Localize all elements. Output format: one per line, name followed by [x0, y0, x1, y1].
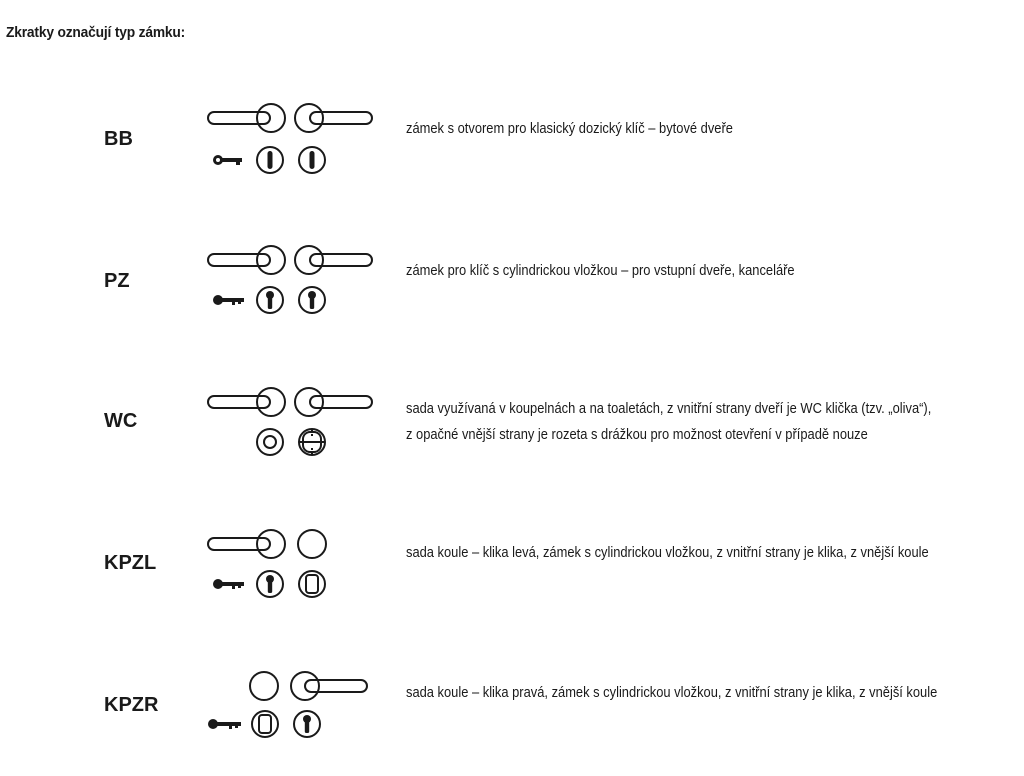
- lock-description: [406, 540, 929, 566]
- knob-handle-left-icon: [205, 526, 380, 606]
- handles-pair-wc-icon: [205, 384, 380, 464]
- description-line: sada využívaná v koupelnách a na toaletách, z vnitřní strany dveří je WC klička (tzv. „oliva“),: [406, 400, 932, 417]
- lock-type-row-bb: [0, 100, 1024, 210]
- description-line: sada koule – klika levá, zámek s cylindrickou vložkou, z vnitřní strany je klika, z vnější koule: [406, 544, 929, 561]
- lock-code: WC: [104, 410, 138, 432]
- lock-description: [406, 116, 733, 142]
- handles-pair-key-slot-icon: [205, 100, 380, 180]
- lock-type-row-kpzl: [0, 526, 1024, 636]
- description-line: sada koule – klika pravá, zámek s cylindrickou vložkou, z vnitřní strany je klika, z vnější koule: [406, 684, 938, 701]
- lock-code: KPZL: [104, 552, 157, 574]
- page-title: Zkratky označují typ zámku:: [6, 24, 186, 41]
- lock-description: [406, 396, 931, 448]
- lock-description: [406, 258, 795, 284]
- lock-description: [406, 680, 937, 706]
- lock-code: KPZR: [104, 694, 159, 716]
- description-line: zámek pro klíč s cylindrickou vložkou – pro vstupní dveře, kanceláře: [406, 262, 795, 279]
- lock-type-row-wc: [0, 384, 1024, 494]
- lock-type-row-pz: [0, 242, 1024, 352]
- knob-handle-right-icon: [205, 666, 380, 746]
- lock-code: PZ: [104, 270, 130, 292]
- lock-code: BB: [104, 128, 133, 150]
- description-line: z opačné vnější strany je rozeta s drážkou pro možnost otevření v případě nouze: [406, 426, 868, 443]
- description-line: zámek s otvorem pro klasický dozický klíč – bytové dveře: [406, 120, 733, 137]
- lock-type-row-kpzr: [0, 666, 1024, 776]
- handles-pair-cylinder-icon: [205, 242, 380, 322]
